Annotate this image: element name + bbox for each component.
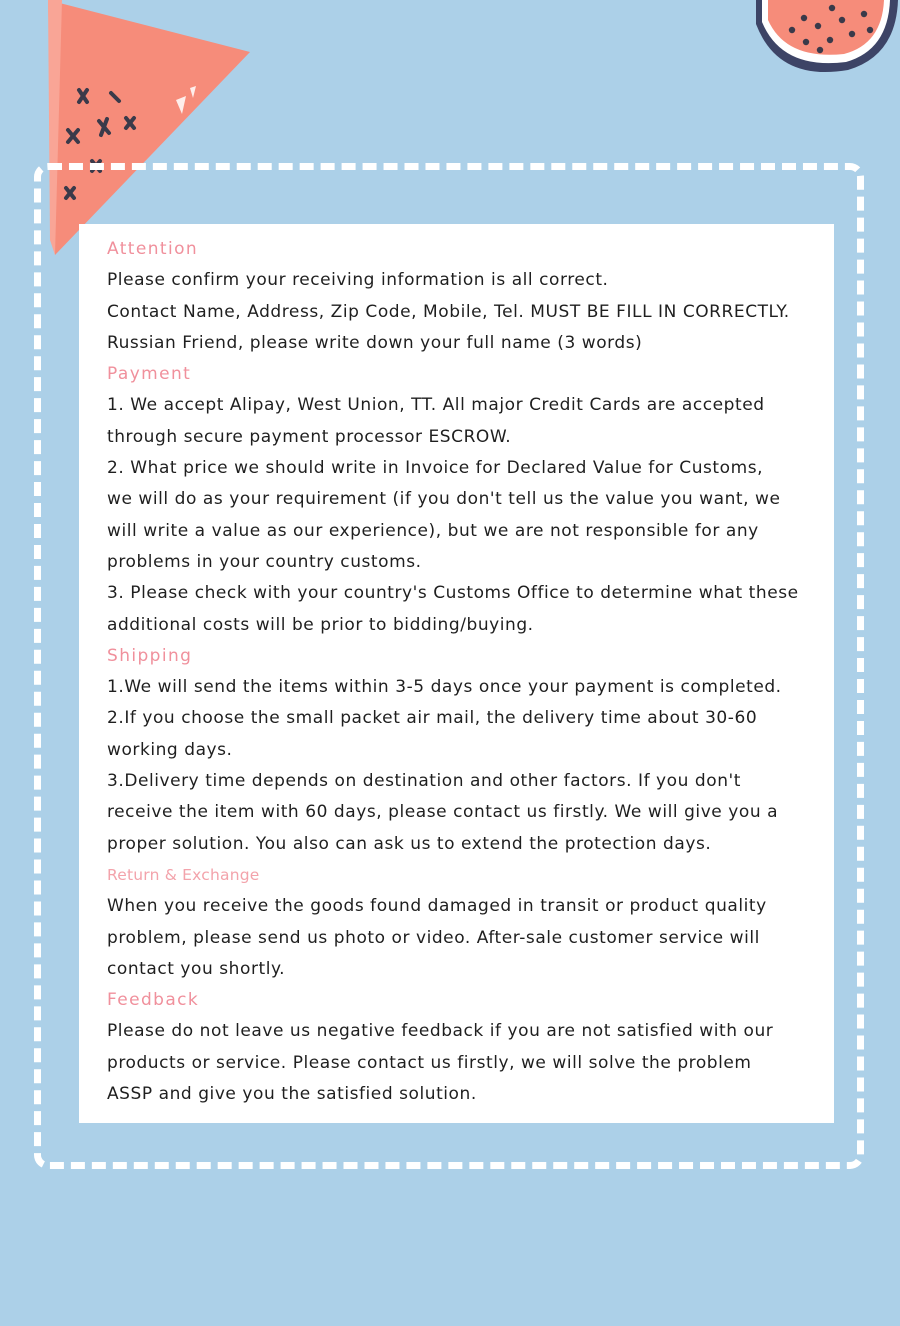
payment-line: 3. Please check with your country's Customs Office to determine what these (107, 583, 799, 604)
watermelon-rind-icon (748, 0, 900, 80)
shipping-line: proper solution. You also can ask us to extend the protection days. (107, 833, 712, 854)
notice-card (79, 224, 834, 1123)
shipping-heading: Shipping (107, 645, 193, 666)
payment-line: we will do as your requirement (if you don't tell us the value you want, we (107, 489, 781, 510)
payment-line: additional costs will be prior to bidding/buying. (107, 614, 534, 635)
attention-line: Contact Name, Address, Zip Code, Mobile, Tel. MUST BE FILL IN CORRECTLY. (107, 301, 790, 322)
feedback-line: Please do not leave us negative feedback if you are not satisfied with our (107, 1021, 774, 1042)
attention-heading: Attention (107, 239, 199, 259)
payment-line: 1. We accept Alipay, West Union, TT. All major Credit Cards are accepted (107, 395, 765, 416)
return-exchange-line: When you receive the goods found damaged in transit or product quality (107, 896, 767, 917)
payment-heading: Payment (107, 364, 192, 385)
attention-line: Russian Friend, please write down your full name (3 words) (107, 332, 643, 353)
shipping-line: 3.Delivery time depends on destination and other factors. If you don't (107, 771, 741, 792)
shipping-line: working days. (107, 739, 233, 760)
feedback-line: ASSP and give you the satisfied solution. (107, 1084, 477, 1105)
return-exchange-line: contact you shortly. (107, 958, 286, 979)
payment-line: problems in your country customs. (107, 551, 422, 572)
shipping-line: 1.We will send the items within 3-5 days once your payment is completed. (107, 677, 782, 698)
attention-line: Please confirm your receiving information is all correct. (107, 270, 609, 291)
feedback-line: products or service. Please contact us firstly, we will solve the problem (107, 1052, 752, 1073)
payment-line: 2. What price we should write in Invoice for Declared Value for Customs, (107, 458, 764, 479)
shipping-line: 2.If you choose the small packet air mail, the delivery time about 30-60 (107, 708, 758, 729)
return-exchange-heading: Return & Exchange (107, 865, 260, 884)
payment-line: will write a value as our experience), but we are not responsible for any (107, 520, 759, 541)
return-exchange-line: problem, please send us photo or video. After-sale customer service will (107, 927, 760, 948)
feedback-heading: Feedback (107, 990, 200, 1011)
payment-line: through secure payment processor ESCROW. (107, 426, 512, 447)
shipping-line: receive the item with 60 days, please contact us firstly. We will give you a (107, 802, 779, 823)
